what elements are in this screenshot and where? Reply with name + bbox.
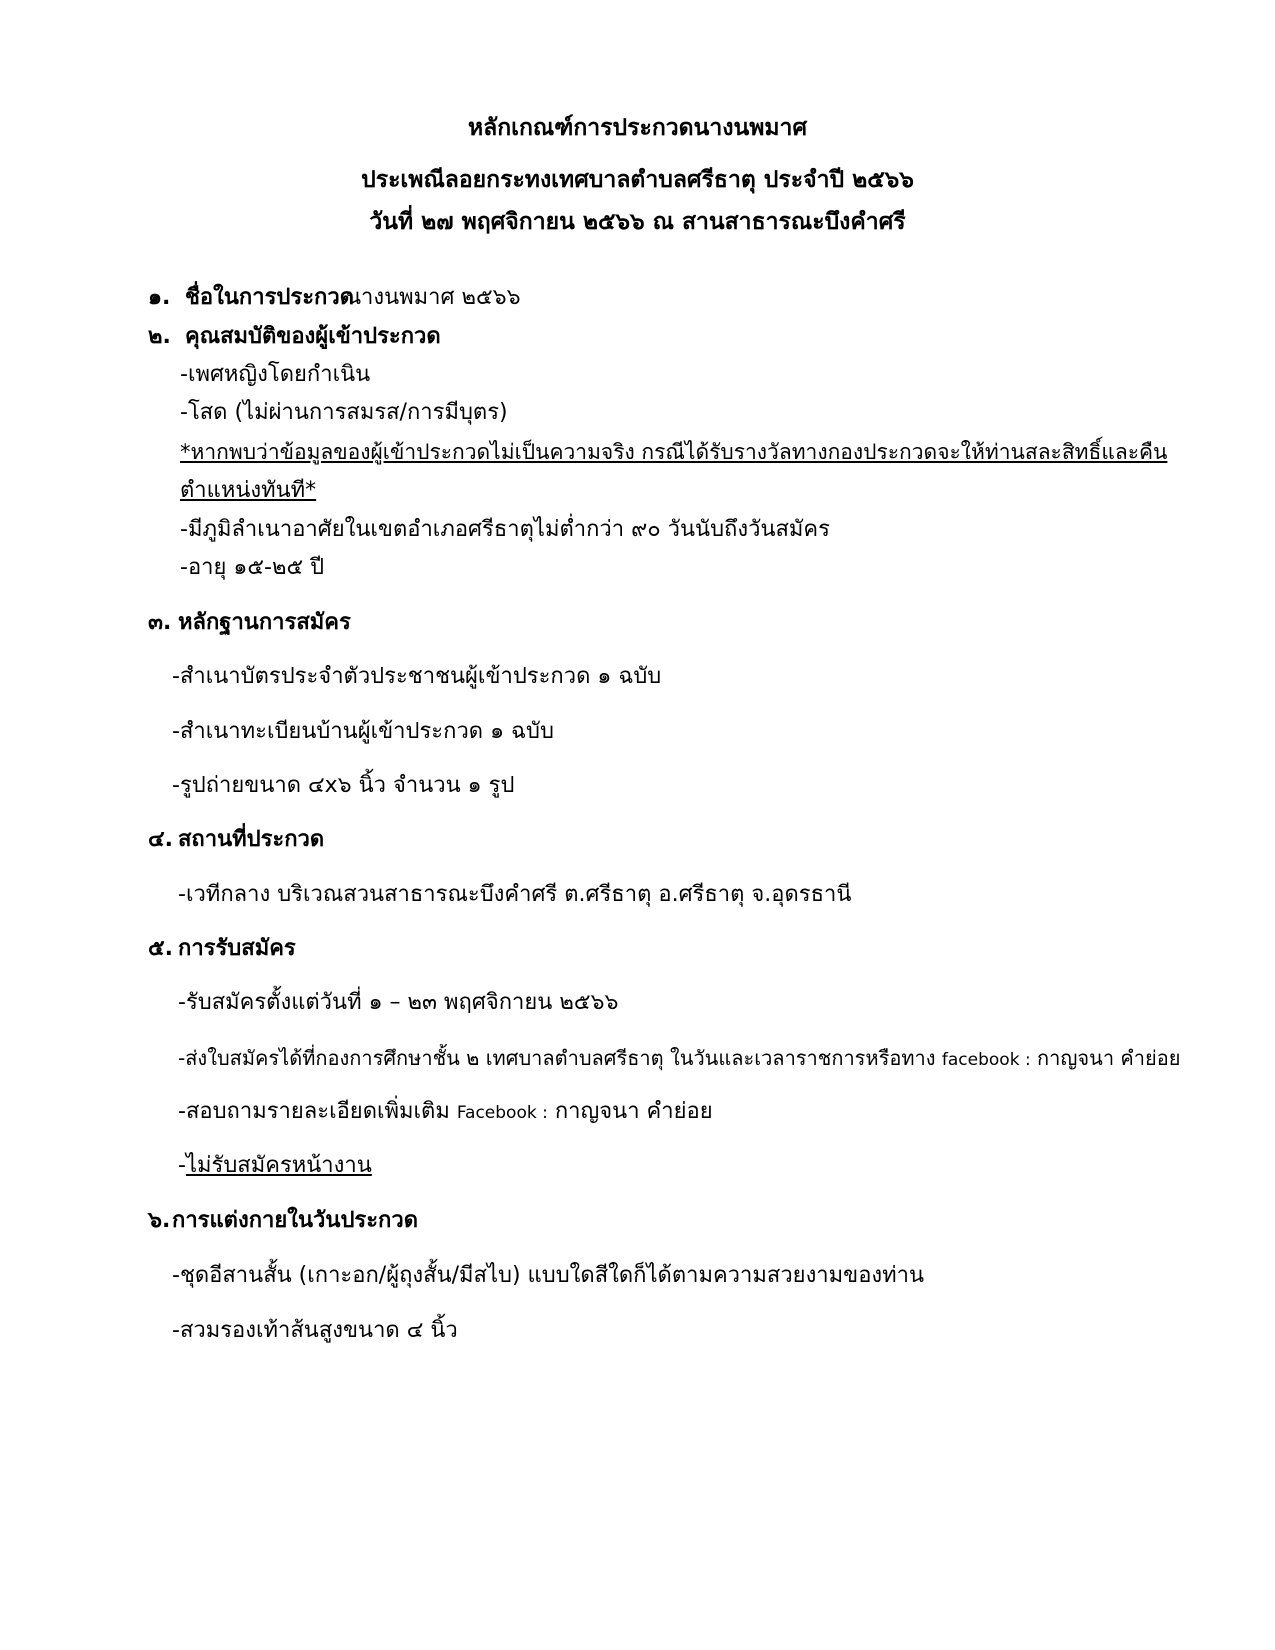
list-item: -อายุ ๑๕-๒๕ ปี	[180, 555, 325, 580]
section-5-heading: การรับสมัคร	[178, 936, 296, 961]
section-1-value: นางนพมาศ ๒๕๖๖	[346, 285, 521, 310]
document-subtitle-event: ประเพณีลอยกระทงเทศบาลตำบลศรีธาตุ ประจำปี ๒๕๖๖	[361, 167, 914, 193]
section-1-heading: ชื่อในการประกวด	[185, 285, 354, 310]
submit-location-text: -ส่งใบสมัครได้ที่กองการศึกษาชั้น ๒ เทศบาลตำบลศรีธาตุ ในวันและเวลาราชการหรือทาง	[178, 1046, 936, 1070]
facebook-contact-name: กาญจนา คำย่อย	[1037, 1046, 1181, 1070]
warning-note-line2: ตำแหน่งทันที*	[180, 478, 317, 503]
facebook-label: facebook :	[941, 1050, 1031, 1070]
section-3-heading: หลักฐานการสมัคร	[178, 610, 351, 635]
list-item: -เพศหญิงโดยกำเนิน	[180, 362, 371, 387]
section-4-heading: สถานที่ประกวด	[178, 827, 325, 852]
facebook-contact-name: กาญจนา คำย่อย	[554, 1099, 713, 1124]
inquiry-text: -สอบถามรายละเอียดเพิ่มเติม	[178, 1099, 450, 1124]
list-item: -มีภูมิลำเนาอาศัยในเขตอำเภอศรีธาตุไม่ต่ำกว่า ๙๐ วันนับถึงวันสมัคร	[180, 517, 830, 542]
section-6-number: ๖.	[148, 1208, 171, 1233]
section-3-number: ๓.	[148, 610, 172, 635]
section-6-heading: การแต่งกายในวันประกวด	[172, 1208, 418, 1233]
list-item: -รูปถ่ายขนาด ๔x๖ นิ้ว จำนวน ๑ รูป	[172, 773, 515, 798]
list-item: -สำเนาทะเบียนบ้านผู้เข้าประกวด ๑ ฉบับ	[172, 719, 554, 744]
document-title: หลักเกณฑ์การประกวดนางนพมาศ	[467, 115, 808, 141]
section-1-number: ๑.	[148, 285, 171, 310]
section-5-number: ๕.	[148, 936, 174, 961]
list-item	[178, 1097, 713, 1128]
warning-note-line1: *หากพบว่าข้อมูลของผู้เข้าประกวดไม่เป็นความจริง กรณีได้รับรางวัลทางกองประกวดจะให้ท่านสละสิทธิ์และคืน	[180, 440, 1168, 464]
section-2-heading: คุณสมบัติของผู้เข้าประกวด	[185, 324, 441, 349]
list-item: -รับสมัครตั้งแต่วันที่ ๑ – ๒๓ พฤศจิกายน ๒๕๖๖	[178, 990, 619, 1015]
list-item: -สำเนาบัตรประจำตัวประชาชนผู้เข้าประกวด ๑ ฉบับ	[172, 664, 662, 689]
section-4-number: ๔.	[148, 827, 174, 852]
list-item	[178, 1043, 1180, 1075]
dash: -	[178, 1153, 186, 1178]
section-2-number: ๒.	[148, 324, 171, 349]
list-item: -ชุดอีสานสั้น (เกาะอก/ผู้ถุงสั้น/มีสไบ) แบบใดสีใดก็ได้ตามความสวยงามของท่าน	[172, 1263, 925, 1288]
list-item	[178, 1151, 372, 1181]
no-walkin-note: ไม่รับสมัครหน้างาน	[185, 1153, 372, 1178]
list-item: -โสด (ไม่ผ่านการสมรส/การมีบุตร)	[180, 400, 508, 425]
document-subtitle-date: วันที่ ๒๗ พฤศจิกายน ๒๕๖๖ ณ สานสาธารณะบึงคำศรี	[369, 209, 906, 235]
list-item: -สวมรองเท้าส้นสูงขนาด ๔ นิ้ว	[172, 1318, 458, 1343]
facebook-label: Facebook :	[456, 1103, 548, 1123]
list-item: -เวทีกลาง บริเวณสวนสาธารณะบึงคำศรี ต.ศรีธาตุ อ.ศรีธาตุ จ.อุดรธานี	[178, 882, 852, 907]
